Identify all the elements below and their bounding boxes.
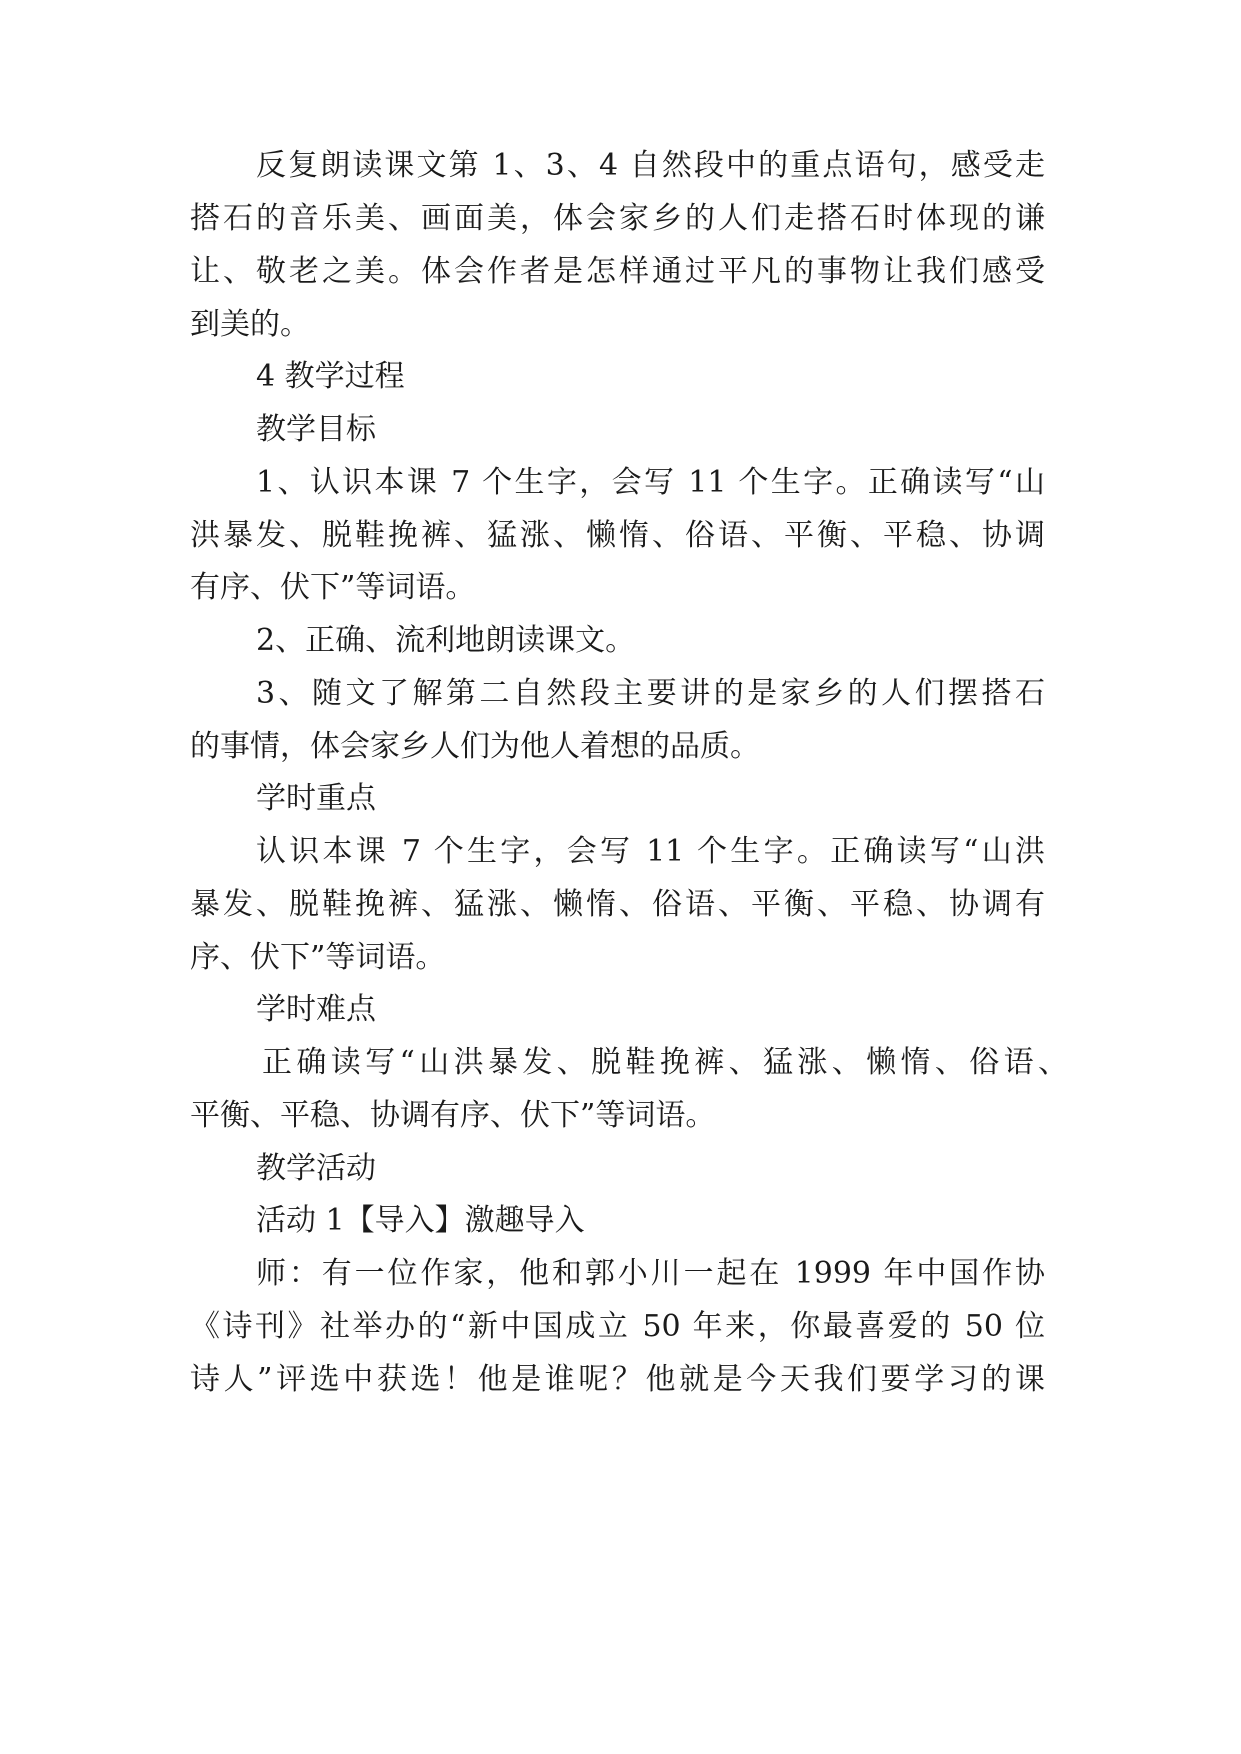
activity-1-line-3: 诗人”评选中获选！他是谁呢？他就是今天我们要学习的课 xyxy=(190,1362,1045,1397)
goal-1-line-1: 1、认识本课 7 个生字，会写 11 个生字。正确读写“山 xyxy=(256,465,1045,500)
goal-1-line-2: 洪暴发、脱鞋挽裤、猛涨、懒惰、俗语、平衡、平稳、协调 xyxy=(190,518,1045,553)
goal-1-line-3: 有序、伏下”等词语。 xyxy=(190,570,476,605)
goal-2: 2、正确、流利地朗读课文。 xyxy=(256,623,636,658)
goal-3-line-1: 3、随文了解第二自然段主要讲的是家乡的人们摆搭石 xyxy=(256,676,1045,711)
activity-1-line-1: 师：有一位作家，他和郭小川一起在 1999 年中国作协 xyxy=(256,1256,1045,1291)
text-line-4: 到美的。 xyxy=(190,307,310,342)
key-points-line-1: 认识本课 7 个生字，会写 11 个生字。正确读写“山洪 xyxy=(256,834,1045,869)
subheading-teaching-goals: 教学目标 xyxy=(256,412,376,447)
goal-3-line-2: 的事情，体会家乡人们为他人着想的品质。 xyxy=(190,729,760,764)
subheading-difficulties: 学时难点 xyxy=(256,992,376,1027)
subheading-key-points: 学时重点 xyxy=(256,781,376,816)
subheading-teaching-activities: 教学活动 xyxy=(256,1151,376,1186)
key-points-line-2: 暴发、脱鞋挽裤、猛涨、懒惰、俗语、平衡、平稳、协调有 xyxy=(190,887,1045,922)
section-heading-teaching-process: 4 教学过程 xyxy=(256,359,405,394)
text-line-1: 反复朗读课文第 1、3、4 自然段中的重点语句，感受走 xyxy=(256,148,1045,183)
activity-1-line-2: 《诗刊》社举办的“新中国成立 50 年来，你最喜爱的 50 位 xyxy=(190,1309,1045,1344)
difficulties-line-2: 平衡、平稳、协调有序、伏下”等词语。 xyxy=(190,1098,716,1133)
text-line-2: 搭石的音乐美、画面美，体会家乡的人们走搭石时体现的谦 xyxy=(190,201,1045,236)
activity-1-heading: 活动 1【导入】激趣导入 xyxy=(256,1203,585,1238)
difficulties-line-1: 正确读写“山洪暴发、脱鞋挽裤、猛涨、懒惰、俗语、 xyxy=(262,1045,1068,1080)
key-points-line-3: 序、伏下”等词语。 xyxy=(190,940,446,975)
text-line-3: 让、敬老之美。体会作者是怎样通过平凡的事物让我们感受 xyxy=(190,254,1045,289)
